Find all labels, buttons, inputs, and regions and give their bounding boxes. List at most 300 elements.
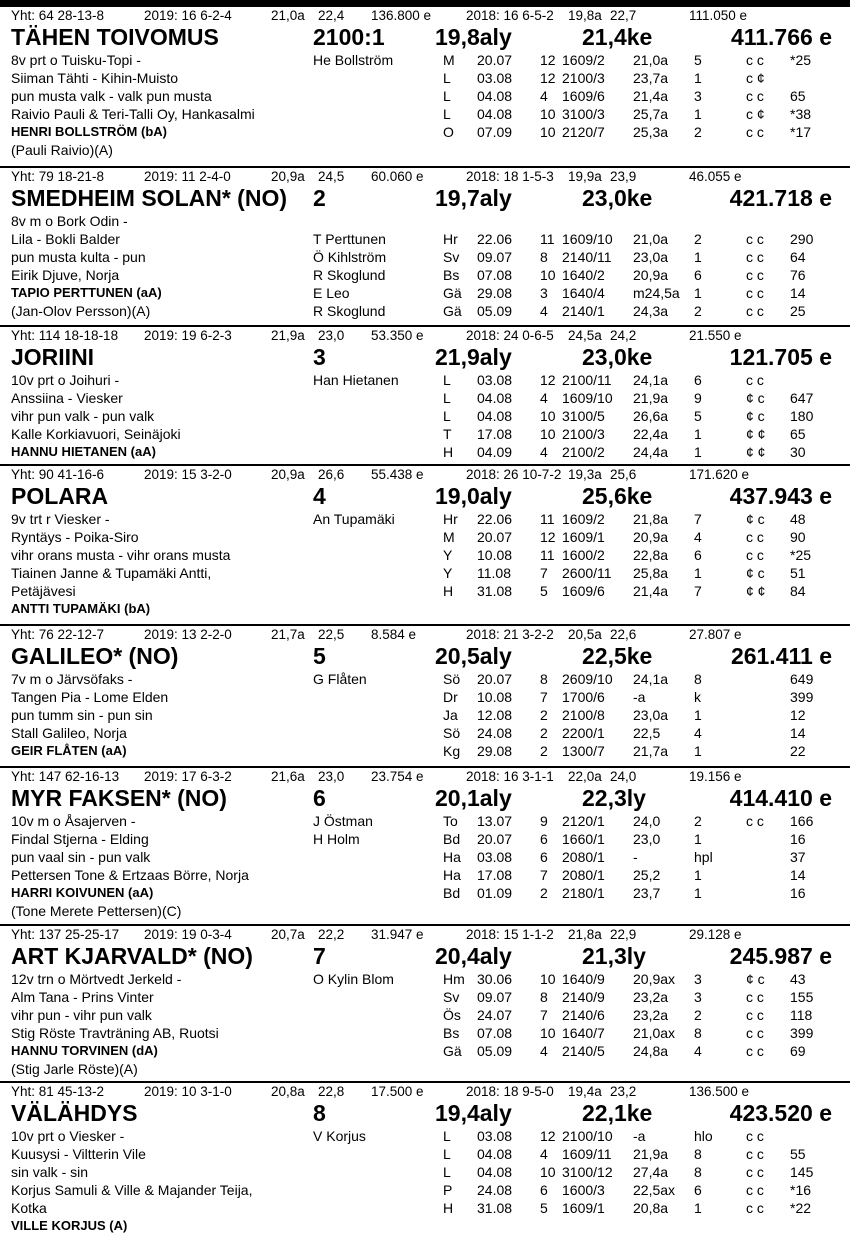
horse-name: SMEDHEIM SOLAN* (NO): [11, 185, 287, 211]
pedigree-line: Tiainen Janne & Tupamäki Antti,: [11, 565, 212, 581]
start-odds: 90: [790, 529, 806, 545]
career-stat: 2018: 18 1-5-3: [466, 169, 554, 184]
start-race: 10: [540, 971, 556, 987]
start-time: 22,5ax: [633, 1182, 676, 1198]
start-shoe: c c: [746, 1007, 764, 1023]
start-track: Hr: [443, 511, 458, 527]
start-plc: 2: [694, 813, 702, 829]
career-stat: 17.500 e: [371, 1084, 424, 1099]
start-time: 26,6a: [633, 408, 669, 424]
start-track: M: [443, 52, 455, 68]
start-time: 21,4a: [633, 88, 669, 104]
career-stat: 55.438 e: [371, 467, 424, 482]
best-time: 20,1aly: [435, 785, 512, 811]
start-track: M: [443, 529, 455, 545]
total-earnings: 261.411 e: [730, 643, 832, 669]
career-stat: 22,6: [610, 627, 637, 642]
career-stat: 21,7a: [271, 627, 305, 642]
career-stat: 21,8a: [568, 927, 602, 942]
career-stat: 19,4a: [568, 1084, 602, 1099]
start-shoe: c c: [746, 547, 764, 563]
pedigree-line: 10v m o Åsajerven -: [11, 813, 136, 829]
start-time: 24,1a: [633, 372, 669, 388]
start-dist: 1609/1: [562, 1200, 605, 1216]
start-race: 4: [540, 1146, 548, 1162]
start-driver: O Kylin Blom: [313, 971, 394, 987]
start-odds: 118: [790, 1007, 813, 1023]
start-odds: *38: [790, 106, 812, 122]
start-odds: 16: [790, 831, 806, 847]
start-time: 23,7a: [633, 70, 669, 86]
trainer-line: (Jan-Olov Persson)(A): [11, 303, 151, 319]
start-plc: 6: [694, 267, 702, 283]
start-row: [0, 688, 850, 706]
start-date: 07.08: [477, 267, 513, 283]
start-row: [0, 105, 850, 123]
start-driver: [313, 212, 438, 230]
start-dist: 2080/1: [562, 867, 605, 883]
start-race: 7: [540, 1007, 548, 1023]
driver-name: HENRI BOLLSTRÖM (bA): [11, 124, 167, 139]
start-dist: 2100/10: [562, 1128, 613, 1144]
start-odds: 12: [790, 707, 806, 723]
start-time: 23,7: [633, 885, 661, 901]
start-plc: 5: [694, 408, 702, 424]
start-row: [0, 724, 850, 742]
start-odds: 84: [790, 583, 806, 599]
start-odds: 155: [790, 989, 814, 1005]
start-plc: 8: [694, 671, 702, 687]
start-race: 7: [540, 689, 548, 705]
trainer-line: (Pauli Raivio)(A): [11, 142, 113, 158]
total-earnings: 121.705 e: [729, 344, 832, 370]
start-track: Dr: [443, 689, 458, 705]
start-plc: 6: [694, 1182, 702, 1198]
career-stat: 29.128 e: [689, 927, 742, 942]
start-track: L: [443, 390, 451, 406]
start-race: 8: [540, 671, 548, 687]
start-shoe: ¢ ¢: [746, 426, 766, 442]
career-stat: 21,9a: [271, 328, 305, 343]
start-plc: 3: [694, 971, 702, 987]
start-date: 04.08: [477, 1164, 513, 1180]
career-stat: 2018: 18 9-5-0: [466, 1084, 554, 1099]
start-odds: 69: [790, 1043, 806, 1059]
start-shoe: c c: [746, 1128, 764, 1144]
start-odds: 48: [790, 511, 806, 527]
career-stat: 23,9: [610, 169, 637, 184]
start-dist: 2080/1: [562, 849, 605, 865]
start-odds: 25: [790, 303, 806, 319]
start-time: 20,8a: [633, 1200, 669, 1216]
career-stat: 111.050 e: [689, 8, 748, 23]
start-shoe: c c: [746, 372, 764, 388]
start-plc: 1: [694, 831, 702, 847]
career-stat: 21,6a: [271, 769, 305, 784]
start-shoe: c c: [746, 989, 764, 1005]
start-date: 12.08: [477, 707, 513, 723]
pedigree-line: Eirik Djuve, Norja: [11, 267, 120, 283]
start-row: [0, 812, 850, 830]
start-track: Sv: [443, 989, 460, 1005]
pedigree-line: Korjus Samuli & Ville & Majander Teija,: [11, 1182, 253, 1198]
start-race: 12: [540, 1128, 556, 1144]
start-race: 5: [540, 583, 548, 599]
start-time: 22,4a: [633, 426, 669, 442]
start-plc: 8: [694, 1164, 702, 1180]
start-driver: T Perttunen: [313, 231, 386, 247]
start-plc: 9: [694, 390, 702, 406]
start-shoe: c c: [746, 529, 764, 545]
start-track: To: [443, 813, 458, 829]
start-race: 12: [540, 70, 556, 86]
start-race: 4: [540, 390, 548, 406]
start-dist: 2120/7: [562, 124, 605, 140]
recent-starts: [0, 670, 850, 760]
start-track: Kg: [443, 743, 461, 759]
start-shoe: c c: [746, 1043, 764, 1059]
start-race: 10: [540, 124, 556, 140]
start-date: 04.08: [477, 408, 513, 424]
start-date: 09.07: [477, 989, 513, 1005]
start-row: [0, 1024, 850, 1042]
average-time: 22,3ly: [582, 785, 646, 811]
start-dist: 1640/7: [562, 1025, 605, 1041]
horse-name: JORIINI: [11, 344, 95, 370]
start-time: -: [633, 849, 638, 865]
start-date: 22.06: [477, 511, 513, 527]
start-row: [0, 884, 850, 902]
career-stat: 22,8: [318, 1084, 345, 1099]
start-number: 5: [313, 643, 326, 669]
horse-entry: [0, 624, 850, 768]
start-date: 01.09: [477, 885, 513, 901]
start-plc: 1: [694, 565, 702, 581]
start-track: H: [443, 1200, 454, 1216]
start-track: Bd: [443, 885, 461, 901]
start-odds: 37: [790, 849, 806, 865]
start-time: 23,2a: [633, 989, 669, 1005]
start-time: -a: [633, 689, 646, 705]
career-stat: 23,0: [318, 769, 345, 784]
career-stat: 20,9a: [271, 467, 305, 482]
start-race: 6: [540, 1182, 548, 1198]
start-dist: 1609/11: [562, 1146, 612, 1162]
horse-entry: [0, 325, 850, 466]
total-earnings: 414.410 e: [729, 785, 832, 811]
start-dist: 1609/2: [562, 52, 605, 68]
start-row: [0, 706, 850, 724]
start-row: [0, 866, 850, 884]
start-date: 10.08: [477, 689, 513, 705]
horse-entry: [0, 464, 850, 626]
start-dist: 2100/2: [562, 444, 605, 460]
start-shoe: c c: [746, 231, 764, 247]
start-odds: 290: [790, 231, 814, 247]
start-date: 24.08: [477, 1182, 513, 1198]
horse-entry: [0, 166, 850, 327]
start-odds: 14: [790, 725, 806, 741]
pedigree-line: 12v trn o Mörtvedt Jerkeld -: [11, 971, 182, 987]
trainer-line: (Tone Merete Pettersen)(C): [11, 903, 182, 919]
start-plc: 1: [694, 867, 702, 883]
start-number: 7: [313, 943, 326, 969]
start-track: H: [443, 444, 454, 460]
start-odds: 16: [790, 885, 806, 901]
start-dist: 1609/2: [562, 511, 605, 527]
start-plc: 6: [694, 372, 702, 388]
start-plc: 7: [694, 583, 702, 599]
career-stat: 171.620 e: [689, 467, 750, 482]
start-odds: 399: [790, 689, 814, 705]
pedigree-line: pun musta kulta - pun: [11, 249, 146, 265]
start-plc: 1: [694, 285, 702, 301]
start-time: 24,3a: [633, 303, 669, 319]
start-dist: 2140/5: [562, 1043, 605, 1059]
start-date: 03.08: [477, 1128, 513, 1144]
career-stat: 2019: 19 0-3-4: [144, 927, 232, 942]
start-plc: 1: [694, 885, 702, 901]
start-number: 2100:1: [313, 24, 385, 50]
start-time: 25,3a: [633, 124, 669, 140]
start-date: 31.08: [477, 1200, 513, 1216]
start-row: [0, 123, 850, 141]
start-odds: 65: [790, 426, 806, 442]
start-date: 04.08: [477, 390, 513, 406]
start-time: 20,9a: [633, 267, 669, 283]
start-odds: *22: [790, 1200, 812, 1216]
start-number: 4: [313, 483, 326, 509]
start-race: 11: [540, 511, 555, 527]
start-time: 21,9a: [633, 390, 669, 406]
start-date: 29.08: [477, 743, 513, 759]
start-track: Sö: [443, 725, 461, 741]
start-odds: *25: [790, 52, 812, 68]
start-plc: 1: [694, 743, 702, 759]
career-stat: 24,0: [610, 769, 637, 784]
horse-name: TÄHEN TOIVOMUS: [11, 24, 219, 50]
pedigree-line: 10v prt o Viesker -: [11, 1128, 125, 1144]
start-driver: He Bollström: [313, 52, 394, 68]
start-driver: G Flåten: [313, 671, 367, 687]
start-dist: 1640/2: [562, 267, 605, 283]
start-dist: 3100/5: [562, 408, 605, 424]
start-plc: 1: [694, 249, 702, 265]
start-time: 24,0: [633, 813, 661, 829]
start-plc: 2: [694, 1007, 702, 1023]
start-date: 22.06: [477, 231, 513, 247]
start-shoe: ¢ ¢: [746, 583, 766, 599]
start-dist: 2120/1: [562, 813, 605, 829]
career-stat: 31.947 e: [371, 927, 424, 942]
start-time: 20,9a: [633, 529, 669, 545]
start-plc: 2: [694, 231, 702, 247]
start-date: 07.09: [477, 124, 513, 140]
start-date: 30.06: [477, 971, 513, 987]
start-race: 2: [540, 707, 548, 723]
career-stat: Yht: 137 25-25-17: [11, 927, 120, 942]
horse-entry: [0, 924, 850, 1083]
horse-entry: [0, 766, 850, 926]
start-plc: 4: [694, 529, 702, 545]
start-dist: 2100/11: [562, 372, 612, 388]
career-stat: 2019: 10 3-1-0: [144, 1084, 232, 1099]
career-stat: 2019: 13 2-2-0: [144, 627, 232, 642]
start-track: Ha: [443, 867, 461, 883]
career-stat: 24,5: [318, 169, 345, 184]
start-row: [0, 1127, 850, 1145]
start-row: [0, 582, 850, 600]
horse-name: MYR FAKSEN* (NO): [11, 785, 227, 811]
start-dist: 2100/3: [562, 70, 605, 86]
start-row: [0, 564, 850, 582]
career-stat: Yht: 114 18-18-18: [11, 328, 119, 343]
start-shoe: ¢ c: [746, 390, 765, 406]
pedigree-line: pun tumm sin - pun sin: [11, 707, 153, 723]
career-stat: 27.807 e: [689, 627, 742, 642]
pedigree-line: vihr pun - vihr pun valk: [11, 1007, 152, 1023]
driver-name: HANNU TORVINEN (dA): [11, 1043, 158, 1058]
career-stat: 46.055 e: [689, 169, 742, 184]
start-plc: 2: [694, 124, 702, 140]
start-track: Y: [443, 547, 453, 563]
start-plc: 5: [694, 52, 702, 68]
start-track: L: [443, 1128, 451, 1144]
start-odds: 64: [790, 249, 806, 265]
career-stat: 20,7a: [271, 927, 305, 942]
pedigree-line: Lila - Bokli Balder: [11, 231, 120, 247]
start-race: 4: [540, 444, 548, 460]
start-time: 23,0: [633, 831, 661, 847]
career-stat: 2018: 26 10-7-2: [466, 467, 562, 482]
start-date: 07.08: [477, 1025, 513, 1041]
average-time: 22,1ke: [582, 1100, 653, 1126]
start-race: 7: [540, 565, 548, 581]
career-stat: 2019: 19 6-2-3: [144, 328, 232, 343]
start-track: Gä: [443, 1043, 462, 1059]
start-date: 04.08: [477, 106, 513, 122]
career-stat: Yht: 64 28-13-8: [11, 8, 105, 23]
horse-name: VÄLÄHDYS: [11, 1100, 138, 1126]
start-odds: 14: [790, 285, 806, 301]
start-dist: 1609/1: [562, 529, 605, 545]
start-plc: 2: [694, 303, 702, 319]
pedigree-line: 8v m o Bork Odin -: [11, 213, 128, 229]
career-stat: 26,6: [318, 467, 345, 482]
start-track: L: [443, 70, 451, 86]
start-odds: 14: [790, 867, 806, 883]
start-race: 3: [540, 285, 548, 301]
start-row: [0, 407, 850, 425]
start-dist: 1609/6: [562, 88, 605, 104]
start-plc: 6: [694, 547, 702, 563]
start-dist: 1660/1: [562, 831, 605, 847]
recent-starts: [0, 371, 850, 461]
start-row: [0, 248, 850, 266]
start-odds: *17: [790, 124, 812, 140]
start-driver: An Tupamäki: [313, 511, 395, 527]
start-track: Bs: [443, 1025, 460, 1041]
start-row: [0, 69, 850, 87]
recent-starts: [0, 230, 850, 320]
start-time: 21,7a: [633, 743, 669, 759]
start-plc: 7: [694, 511, 702, 527]
start-track: Hm: [443, 971, 465, 987]
start-time: 23,2a: [633, 1007, 669, 1023]
start-date: 20.07: [477, 529, 513, 545]
trainer-line: (Stig Jarle Röste)(A): [11, 1061, 138, 1077]
start-date: 09.07: [477, 249, 513, 265]
start-date: 03.08: [477, 849, 513, 865]
start-race: 12: [540, 529, 556, 545]
start-track: Sö: [443, 671, 461, 687]
start-driver: R Skoglund: [313, 303, 386, 319]
start-track: Gä: [443, 285, 462, 301]
start-plc: 8: [694, 1025, 702, 1041]
start-odds: 166: [790, 813, 814, 829]
start-shoe: c c: [746, 1164, 764, 1180]
start-date: 17.08: [477, 867, 513, 883]
start-row: [0, 1006, 850, 1024]
start-shoe: c c: [746, 88, 764, 104]
start-time: 21,4a: [633, 583, 669, 599]
pedigree-line: Pettersen Tone & Ertzaas Börre, Norja: [11, 867, 249, 883]
start-plc: 8: [694, 1146, 702, 1162]
career-stat: Yht: 76 22-12-7: [11, 627, 105, 642]
career-stat: 2019: 16 6-2-4: [144, 8, 232, 23]
driver-name: HANNU HIETANEN (aA): [11, 444, 156, 459]
start-row: [0, 302, 850, 320]
average-time: 21,3ly: [582, 943, 646, 969]
start-time: 25,8a: [633, 565, 669, 581]
start-plc: 1: [694, 444, 702, 460]
start-time: 23,0a: [633, 707, 669, 723]
average-time: 22,5ke: [582, 643, 653, 669]
career-stat: 2019: 15 3-2-0: [144, 467, 232, 482]
start-shoe: ¢ ¢: [746, 444, 766, 460]
start-odds: 22: [790, 743, 806, 759]
start-race: 9: [540, 813, 548, 829]
start-time: -a: [633, 1128, 646, 1144]
start-dist: 2100/3: [562, 426, 605, 442]
start-odds: 65: [790, 88, 806, 104]
start-date: 17.08: [477, 426, 513, 442]
start-dist: 2200/1: [562, 725, 605, 741]
start-driver: Han Hietanen: [313, 372, 399, 388]
start-row: [0, 988, 850, 1006]
start-date: 03.08: [477, 70, 513, 86]
career-stat: 2018: 21 3-2-2: [466, 627, 554, 642]
career-stat: 19.156 e: [689, 769, 742, 784]
start-row: [0, 528, 850, 546]
start-odds: *16: [790, 1182, 812, 1198]
start-shoe: c ¢: [746, 70, 765, 86]
start-odds: 76: [790, 267, 806, 283]
start-shoe: ¢ c: [746, 565, 765, 581]
recent-starts: [0, 51, 850, 141]
start-time: 27,4a: [633, 1164, 669, 1180]
start-date: 24.08: [477, 725, 513, 741]
start-track: L: [443, 88, 451, 104]
start-race: 5: [540, 1200, 548, 1216]
career-stat: 21,0a: [271, 8, 305, 23]
start-track: L: [443, 106, 451, 122]
start-track: Bd: [443, 831, 461, 847]
best-time: 19,7aly: [435, 185, 512, 211]
start-shoe: c c: [746, 813, 764, 829]
start-odds: 145: [790, 1164, 814, 1180]
start-race: 4: [540, 88, 548, 104]
